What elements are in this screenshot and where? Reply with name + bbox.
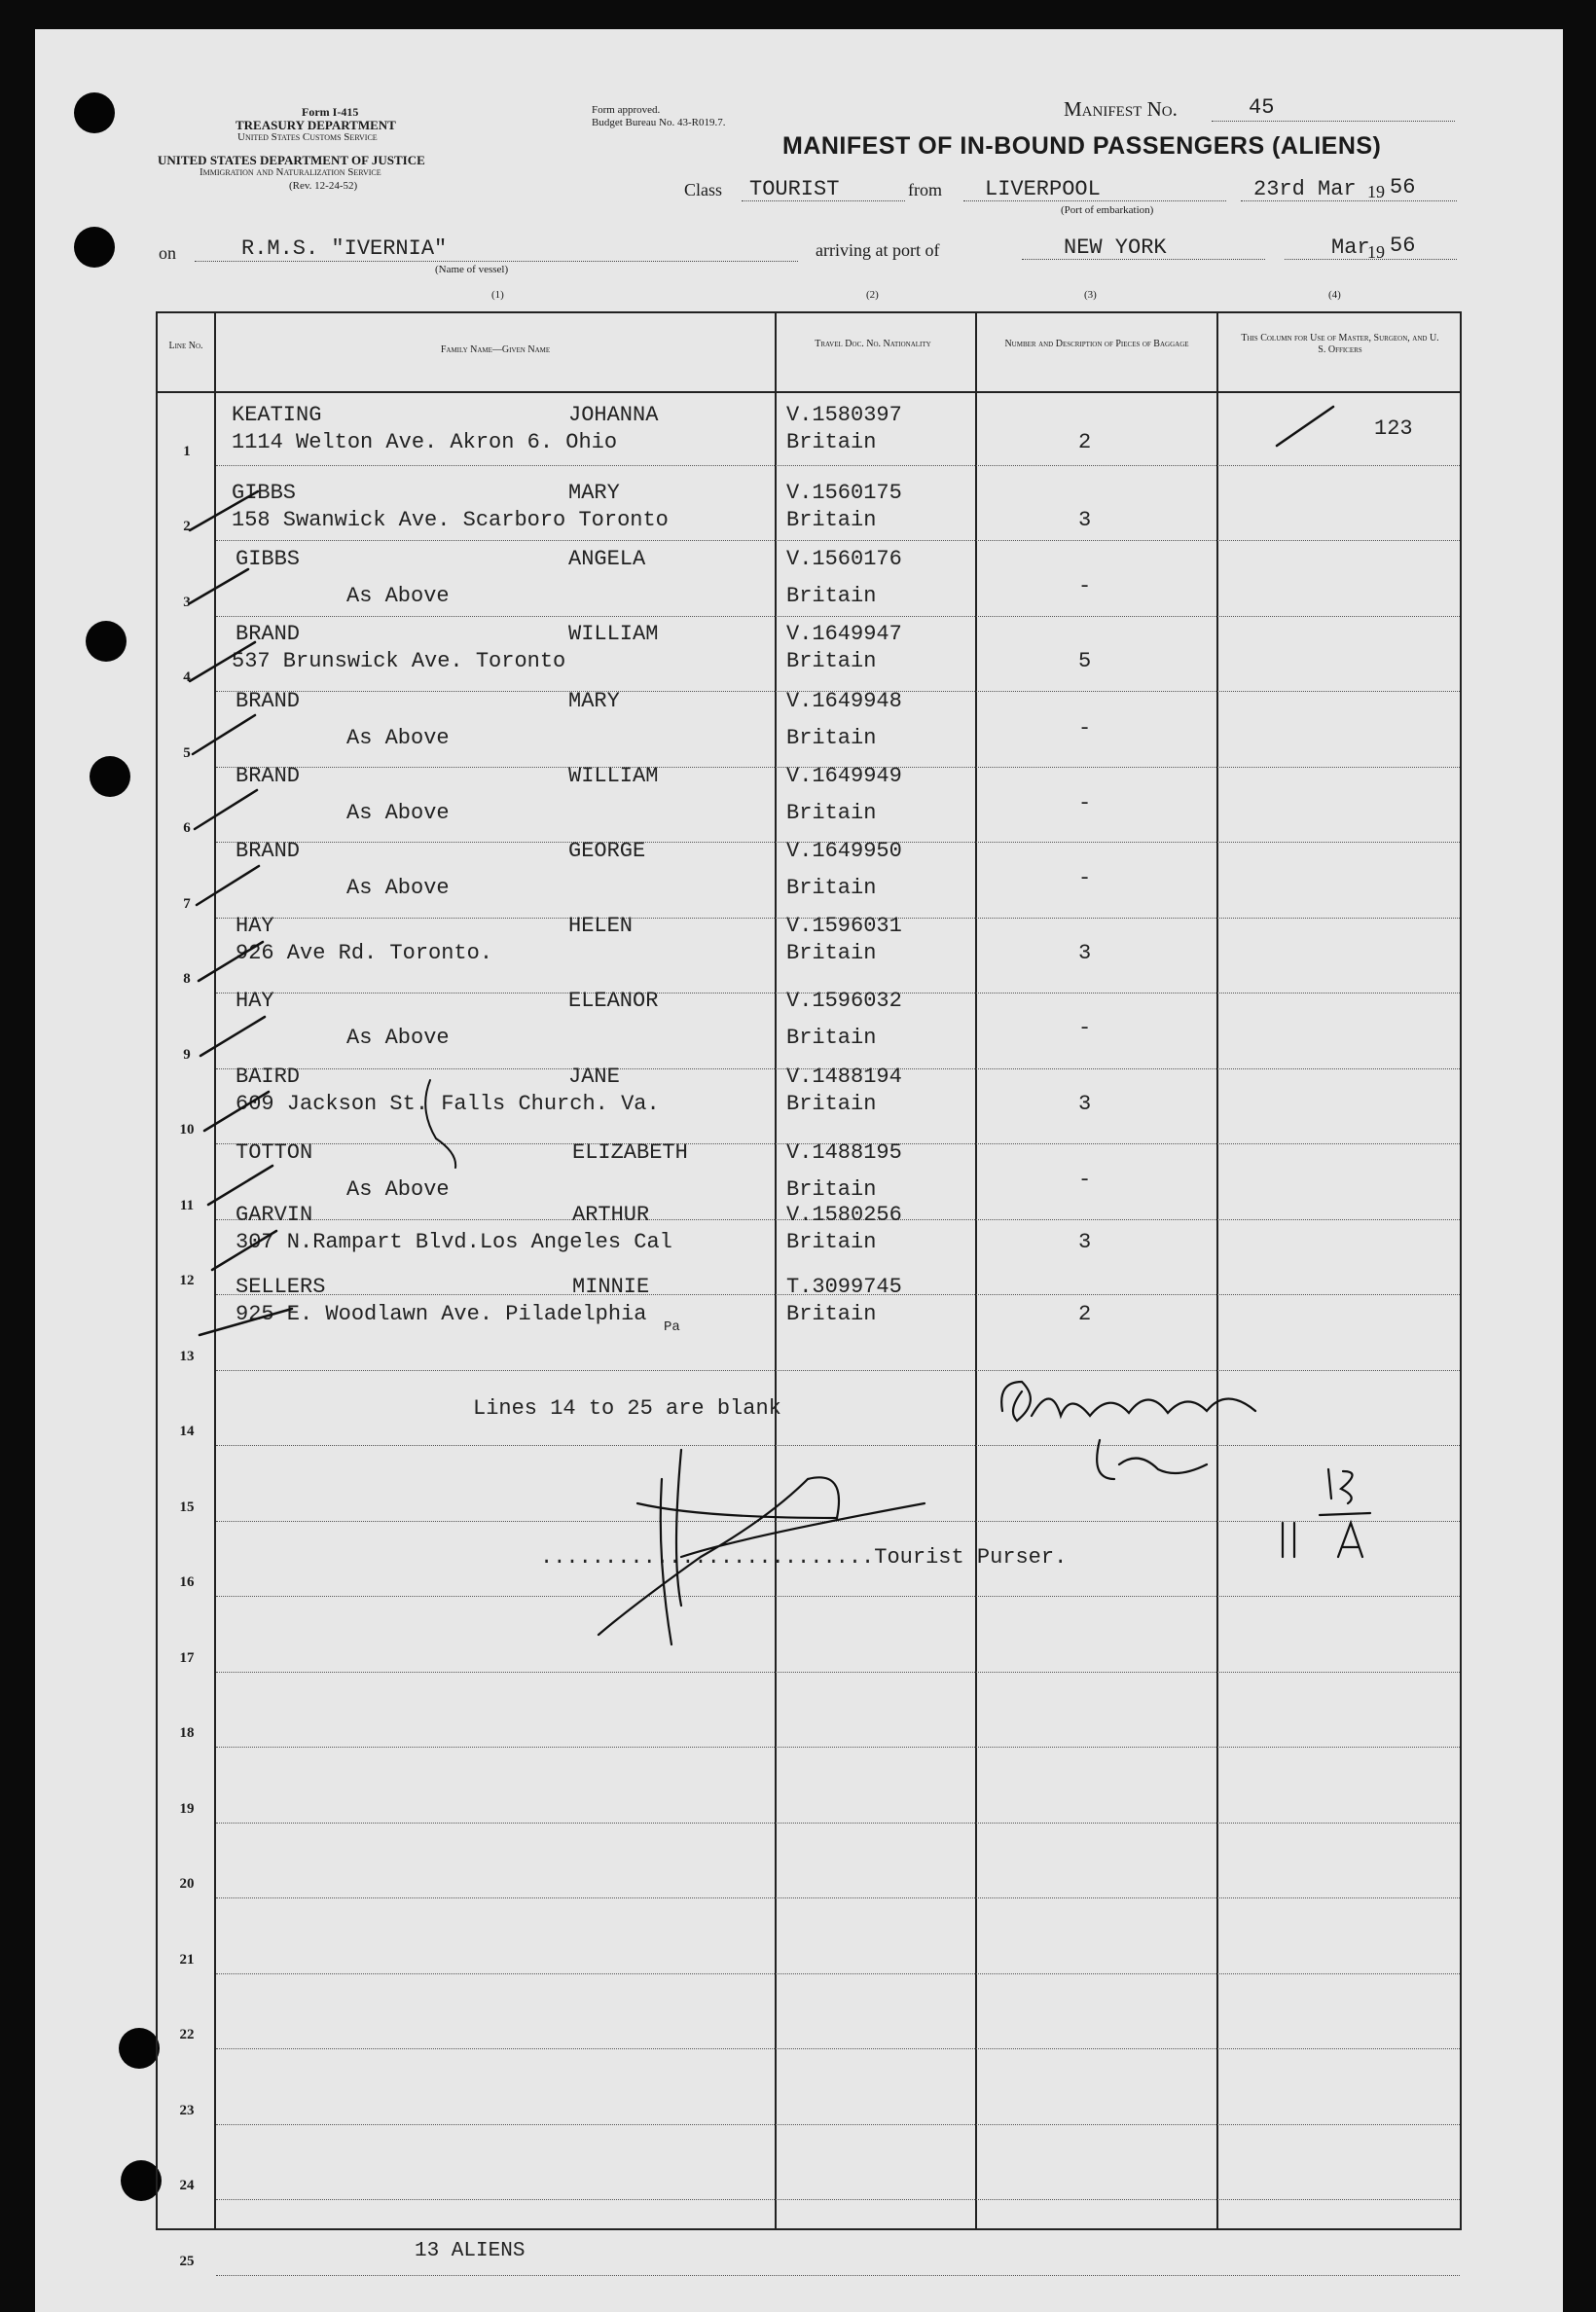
travel-doc-number: V.1649948 bbox=[786, 689, 902, 713]
travel-doc-number: V.1649949 bbox=[786, 764, 902, 788]
given-name: MARY bbox=[568, 689, 620, 713]
family-name: GIBBS bbox=[232, 481, 297, 505]
travel-doc-number: V.1488194 bbox=[786, 1065, 902, 1089]
given-name: ELIZABETH bbox=[572, 1140, 688, 1165]
line-number: 19 bbox=[179, 1800, 195, 1817]
address: 609 Jackson St. Falls Church. Va. bbox=[236, 1092, 660, 1116]
travel-doc-number: V.1580397 bbox=[786, 403, 902, 427]
port-embarkation-caption: (Port of embarkation) bbox=[1061, 204, 1154, 216]
col-header-line: Line No. bbox=[168, 341, 203, 351]
address: 307 N.Rampart Blvd.Los Angeles Cal bbox=[236, 1230, 672, 1254]
line-number: 2 bbox=[183, 519, 191, 534]
line-number: 17 bbox=[179, 1649, 195, 1666]
page-title: MANIFEST OF IN-BOUND PASSENGERS (ALIENS) bbox=[782, 132, 1382, 160]
given-name: GEORGE bbox=[568, 839, 646, 863]
nationality: Britain bbox=[786, 1230, 877, 1254]
travel-doc-number: V.1560176 bbox=[786, 547, 902, 571]
given-name: MINNIE bbox=[572, 1275, 650, 1299]
given-name: ARTHUR bbox=[572, 1203, 650, 1227]
form-revision: (Rev. 12-24-52) bbox=[289, 180, 358, 192]
travel-doc-number: V.1488195 bbox=[786, 1140, 902, 1165]
year-prefix: 19 bbox=[1367, 182, 1385, 201]
family-name: SELLERS bbox=[236, 1275, 326, 1299]
family-name: KEATING bbox=[232, 403, 322, 427]
form-approved: Form approved. bbox=[592, 104, 661, 116]
address: As Above bbox=[346, 1026, 450, 1050]
purser-line: ..........................Tourist Purser. bbox=[540, 1545, 1068, 1570]
customs-service: United States Customs Service bbox=[237, 131, 378, 143]
travel-doc-number: V.1596031 bbox=[786, 914, 902, 938]
baggage-count: 5 bbox=[1078, 649, 1092, 673]
baggage-count: - bbox=[1078, 1016, 1092, 1040]
on-label: on bbox=[159, 243, 176, 263]
baggage-count: - bbox=[1078, 716, 1092, 741]
baggage-count: - bbox=[1078, 866, 1092, 890]
travel-doc-number: V.1649950 bbox=[786, 839, 902, 863]
col-header-name: Family Name—Given Name bbox=[440, 344, 551, 355]
line-number: 16 bbox=[179, 1574, 195, 1590]
nationality: Britain bbox=[786, 584, 877, 608]
baggage-count: - bbox=[1078, 574, 1092, 598]
nationality: Britain bbox=[786, 941, 877, 965]
given-name: HELEN bbox=[568, 914, 634, 938]
travel-doc-number: V.1596032 bbox=[786, 989, 902, 1013]
manifest-no-label: Manifest No. bbox=[1064, 97, 1178, 121]
line-number: 13 bbox=[179, 1348, 195, 1364]
line-number: 11 bbox=[179, 1197, 195, 1213]
given-name: ELEANOR bbox=[568, 989, 659, 1013]
baggage-count: 3 bbox=[1078, 1092, 1092, 1116]
line-number: 23 bbox=[179, 2102, 195, 2118]
address: As Above bbox=[346, 801, 450, 825]
nationality: Britain bbox=[786, 1092, 877, 1116]
nationality: Britain bbox=[786, 801, 877, 825]
nationality: Britain bbox=[786, 1026, 877, 1050]
address: As Above bbox=[346, 876, 450, 900]
address: 926 Ave Rd. Toronto. bbox=[236, 941, 493, 965]
baggage-count: 3 bbox=[1078, 1230, 1092, 1254]
manifest-no-value: 45 bbox=[1249, 95, 1275, 120]
arrival-year-prefix: 19 bbox=[1367, 242, 1385, 262]
column-number-4: (4) bbox=[1328, 289, 1341, 301]
line-number: 14 bbox=[179, 1424, 195, 1439]
given-name: ANGELA bbox=[568, 547, 646, 571]
nationality: Britain bbox=[786, 430, 877, 454]
nationality: Britain bbox=[786, 726, 877, 750]
family-name: GARVIN bbox=[236, 1203, 313, 1227]
baggage-count: 3 bbox=[1078, 508, 1092, 532]
family-name: BRAND bbox=[236, 622, 301, 646]
baggage-count: - bbox=[1078, 1168, 1092, 1192]
given-name: JOHANNA bbox=[568, 403, 659, 427]
arrival-date: Mar bbox=[1331, 235, 1370, 260]
address: As Above bbox=[346, 1177, 450, 1202]
col-header-doc: Travel Doc. No. Nationality bbox=[815, 339, 931, 349]
line-number: 21 bbox=[179, 1951, 195, 1968]
family-name: BAIRD bbox=[236, 1065, 301, 1089]
arrival-year-suffix: 56 bbox=[1390, 234, 1416, 258]
address: 925 E. Woodlawn Ave. Piladelphia bbox=[236, 1302, 647, 1326]
arriving-label: arriving at port of bbox=[816, 240, 940, 260]
departure-date: 23rd Mar bbox=[1253, 177, 1357, 201]
family-name: HAY bbox=[236, 989, 274, 1013]
officer-note: 123 bbox=[1374, 416, 1413, 441]
line-number: 15 bbox=[179, 1499, 195, 1515]
class-label: Class bbox=[684, 180, 723, 199]
baggage-count: - bbox=[1078, 791, 1092, 815]
address: 158 Swanwick Ave. Scarboro Toronto bbox=[232, 508, 669, 532]
line-number: 12 bbox=[179, 1273, 195, 1288]
class-value: TOURIST bbox=[749, 177, 840, 201]
family-name: BRAND bbox=[236, 764, 301, 788]
travel-doc-number: V.1649947 bbox=[786, 622, 902, 646]
budget-bureau: Budget Bureau No. 43-R019.7. bbox=[592, 117, 726, 128]
line-number: 7 bbox=[183, 895, 191, 912]
travel-doc-number: V.1580256 bbox=[786, 1203, 902, 1227]
given-name: WILLIAM bbox=[568, 764, 659, 788]
line-number: 22 bbox=[179, 2027, 195, 2042]
nationality: Britain bbox=[786, 1302, 877, 1326]
nationality: Britain bbox=[786, 508, 877, 532]
line-number: 4 bbox=[183, 669, 191, 685]
ins-service: Immigration and Naturalization Service bbox=[200, 166, 381, 178]
vessel-name: R.M.S. "IVERNIA" bbox=[241, 236, 448, 261]
line-number: 25 bbox=[179, 2253, 195, 2269]
from-value: LIVERPOOL bbox=[985, 177, 1101, 201]
justice-dept: UNITED STATES DEPARTMENT OF JUSTICE bbox=[158, 153, 425, 167]
family-name: HAY bbox=[236, 914, 274, 938]
blank-lines-note: Lines 14 to 25 are blank bbox=[473, 1396, 781, 1421]
line-number: 8 bbox=[183, 971, 191, 987]
baggage-count: 2 bbox=[1078, 1302, 1092, 1326]
address: As Above bbox=[346, 584, 450, 608]
line-number: 3 bbox=[183, 594, 191, 610]
line-number: 9 bbox=[183, 1046, 191, 1063]
column-number-1: (1) bbox=[491, 289, 504, 301]
address-continued: Pa bbox=[664, 1319, 680, 1335]
family-name: BRAND bbox=[236, 689, 301, 713]
line-number: 18 bbox=[179, 1725, 195, 1741]
baggage-count: 3 bbox=[1078, 941, 1092, 965]
line-number: 6 bbox=[183, 820, 191, 836]
alien-total: 13 ALIENS bbox=[415, 2240, 526, 2262]
line-number: 5 bbox=[183, 744, 191, 761]
given-name: MARY bbox=[568, 481, 620, 505]
family-name: TOTTON bbox=[236, 1140, 313, 1165]
from-label: from bbox=[908, 180, 942, 199]
family-name: GIBBS bbox=[236, 547, 301, 571]
address: As Above bbox=[346, 726, 450, 750]
baggage-count: 2 bbox=[1078, 430, 1092, 454]
arrival-port: NEW YORK bbox=[1064, 235, 1167, 260]
travel-doc-number: V.1560175 bbox=[786, 481, 902, 505]
address: 1114 Welton Ave. Akron 6. Ohio bbox=[232, 430, 618, 454]
col-header-baggage: Number and Description of Pieces of Baggage bbox=[1004, 339, 1189, 349]
family-name: BRAND bbox=[236, 839, 301, 863]
address: 537 Brunswick Ave. Toronto bbox=[232, 649, 566, 673]
travel-doc-number: T.3099745 bbox=[786, 1275, 902, 1299]
column-number-3: (3) bbox=[1084, 289, 1097, 301]
treasury-dept: TREASURY DEPARTMENT bbox=[236, 118, 396, 132]
nationality: Britain bbox=[786, 876, 877, 900]
nationality: Britain bbox=[786, 1177, 877, 1202]
column-number-2: (2) bbox=[866, 289, 879, 301]
line-number: 24 bbox=[179, 2178, 195, 2193]
vessel-caption: (Name of vessel) bbox=[435, 264, 509, 275]
form-number: Form I-415 bbox=[302, 105, 359, 119]
year-suffix: 56 bbox=[1390, 175, 1416, 199]
col-header-officers: This Column for Use of Master, Surgeon, and U. S. Officers bbox=[1241, 333, 1439, 355]
given-name: WILLIAM bbox=[568, 622, 659, 646]
line-number: 20 bbox=[179, 1876, 195, 1892]
given-name: JANE bbox=[568, 1065, 620, 1089]
nationality: Britain bbox=[786, 649, 877, 673]
line-number: 10 bbox=[179, 1122, 195, 1138]
line-number: 1 bbox=[183, 443, 191, 459]
